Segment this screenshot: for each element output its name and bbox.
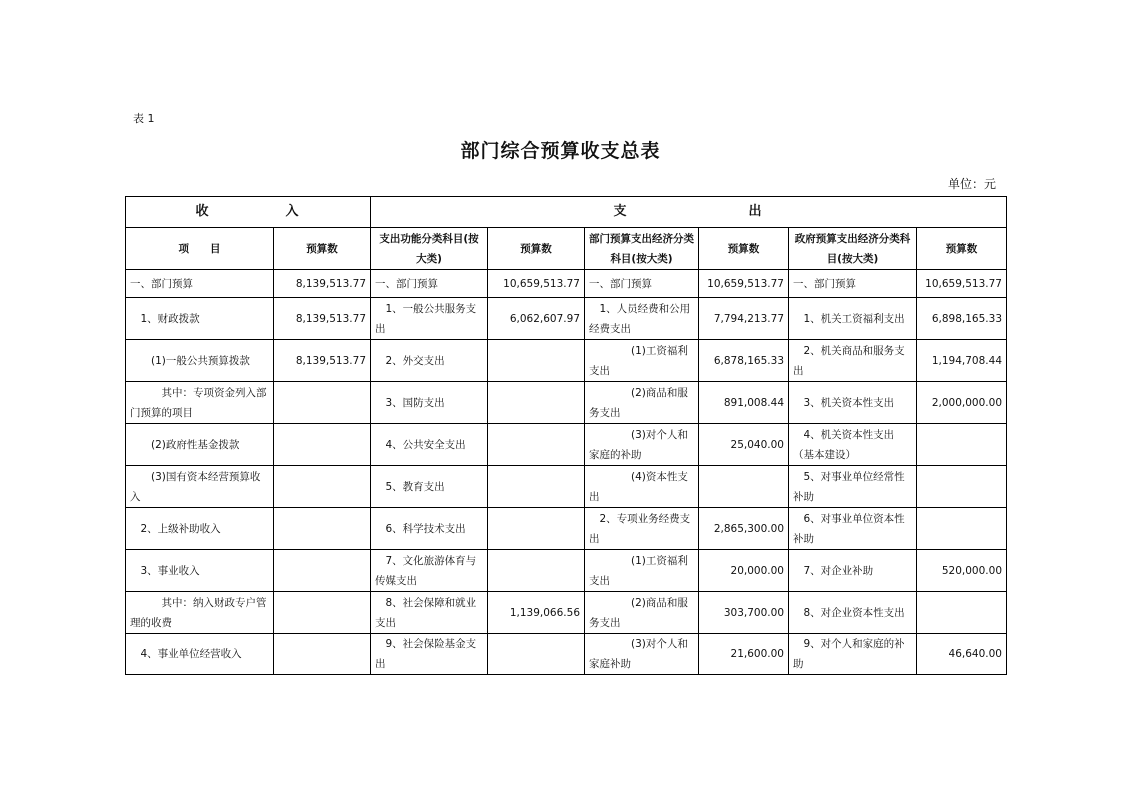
dept-econ-item-cell: (4)资本性支出 xyxy=(585,466,699,508)
table-row xyxy=(126,298,1007,340)
gov-econ-item-cell: 7、对企业补助 xyxy=(789,550,917,592)
table-row xyxy=(126,466,1007,508)
income-item-cell: 其中：纳入财政专户管理的收费 xyxy=(126,592,274,634)
income-amount-cell xyxy=(274,466,371,508)
func-class-item-cell: 6、科学技术支出 xyxy=(371,508,488,550)
income-item-cell: 一、部门预算 xyxy=(126,270,274,298)
income-section-header: 收 入 xyxy=(126,197,371,228)
gov-econ-amount-cell: 2,000,000.00 xyxy=(917,382,1007,424)
col-dept-econ-header: 部门预算支出经济分类科目(按大类) xyxy=(585,228,699,270)
dept-econ-item-cell: 一、部门预算 xyxy=(585,270,699,298)
income-amount-cell xyxy=(274,550,371,592)
func-class-amount-cell: 10,659,513.77 xyxy=(488,270,585,298)
dept-econ-amount-cell: 303,700.00 xyxy=(699,592,789,634)
gov-econ-item-cell: 2、机关商品和服务支出 xyxy=(789,340,917,382)
income-item-cell: 4、事业单位经营收入 xyxy=(126,634,274,675)
func-class-item-cell: 7、文化旅游体育与传媒支出 xyxy=(371,550,488,592)
income-item-cell: 1、财政拨款 xyxy=(126,298,274,340)
gov-econ-amount-cell: 10,659,513.77 xyxy=(917,270,1007,298)
gov-econ-amount-cell xyxy=(917,508,1007,550)
func-class-item-cell: 8、社会保障和就业支出 xyxy=(371,592,488,634)
column-header-row xyxy=(126,228,1007,270)
func-class-amount-cell: 1,139,066.56 xyxy=(488,592,585,634)
income-item-cell: (1)一般公共预算拨款 xyxy=(126,340,274,382)
table-row xyxy=(126,340,1007,382)
func-class-item-cell: 一、部门预算 xyxy=(371,270,488,298)
gov-econ-item-cell: 8、对企业资本性支出 xyxy=(789,592,917,634)
gov-econ-item-cell: 4、机关资本性支出（基本建设） xyxy=(789,424,917,466)
func-class-amount-cell xyxy=(488,340,585,382)
gov-econ-amount-cell xyxy=(917,466,1007,508)
table-row xyxy=(126,382,1007,424)
income-amount-cell xyxy=(274,592,371,634)
func-class-item-cell: 4、公共安全支出 xyxy=(371,424,488,466)
dept-econ-item-cell: (1)工资福利支出 xyxy=(585,550,699,592)
table-row xyxy=(126,508,1007,550)
dept-econ-item-cell: (2)商品和服务支出 xyxy=(585,592,699,634)
income-amount-cell xyxy=(274,382,371,424)
dept-econ-amount-cell: 10,659,513.77 xyxy=(699,270,789,298)
func-class-amount-cell xyxy=(488,508,585,550)
gov-econ-item-cell: 1、机关工资福利支出 xyxy=(789,298,917,340)
dept-econ-amount-cell: 2,865,300.00 xyxy=(699,508,789,550)
col-amount-header: 预算数 xyxy=(274,228,371,270)
func-class-amount-cell xyxy=(488,634,585,675)
gov-econ-amount-cell xyxy=(917,592,1007,634)
income-item-cell: 2、上级补助收入 xyxy=(126,508,274,550)
func-class-item-cell: 5、教育支出 xyxy=(371,466,488,508)
dept-econ-amount-cell: 7,794,213.77 xyxy=(699,298,789,340)
func-class-amount-cell xyxy=(488,550,585,592)
dept-econ-item-cell: (2)商品和服务支出 xyxy=(585,382,699,424)
income-amount-cell xyxy=(274,424,371,466)
table-row xyxy=(126,634,1007,675)
income-amount-cell: 8,139,513.77 xyxy=(274,340,371,382)
income-item-cell: (3)国有资本经营预算收入 xyxy=(126,466,274,508)
income-item-cell: 3、事业收入 xyxy=(126,550,274,592)
table-row xyxy=(126,550,1007,592)
income-amount-cell xyxy=(274,508,371,550)
table-row xyxy=(126,424,1007,466)
dept-econ-amount-cell: 6,878,165.33 xyxy=(699,340,789,382)
col-func-class-header: 支出功能分类科目(按大类) xyxy=(371,228,488,270)
table-row xyxy=(126,592,1007,634)
section-header-row xyxy=(126,197,1007,228)
gov-econ-item-cell: 6、对事业单位资本性补助 xyxy=(789,508,917,550)
col-amount-header: 预算数 xyxy=(699,228,789,270)
dept-econ-item-cell: (3)对个人和家庭的补助 xyxy=(585,424,699,466)
gov-econ-item-cell: 5、对事业单位经常性补助 xyxy=(789,466,917,508)
unit-label: 单位：元 xyxy=(948,177,997,191)
func-class-item-cell: 3、国防支出 xyxy=(371,382,488,424)
func-class-item-cell: 2、外交支出 xyxy=(371,340,488,382)
dept-econ-item-cell: 1、人员经费和公用经费支出 xyxy=(585,298,699,340)
func-class-item-cell: 1、一般公共服务支出 xyxy=(371,298,488,340)
dept-econ-amount-cell xyxy=(699,466,789,508)
dept-econ-item-cell: (3)对个人和家庭补助 xyxy=(585,634,699,675)
gov-econ-amount-cell: 1,194,708.44 xyxy=(917,340,1007,382)
gov-econ-item-cell: 一、部门预算 xyxy=(789,270,917,298)
income-amount-cell: 8,139,513.77 xyxy=(274,270,371,298)
gov-econ-amount-cell: 520,000.00 xyxy=(917,550,1007,592)
income-item-cell: 其中：专项资金列入部门预算的项目 xyxy=(126,382,274,424)
dept-econ-amount-cell: 25,040.00 xyxy=(699,424,789,466)
func-class-item-cell: 9、社会保险基金支出 xyxy=(371,634,488,675)
col-gov-econ-header: 政府预算支出经济分类科目(按大类) xyxy=(789,228,917,270)
col-amount-header: 预算数 xyxy=(488,228,585,270)
budget-table xyxy=(125,196,1007,675)
dept-econ-amount-cell: 21,600.00 xyxy=(699,634,789,675)
func-class-amount-cell: 6,062,607.97 xyxy=(488,298,585,340)
dept-econ-item-cell: 2、专项业务经费支出 xyxy=(585,508,699,550)
expense-section-header: 支 出 xyxy=(371,197,1007,228)
gov-econ-amount-cell xyxy=(917,424,1007,466)
gov-econ-item-cell: 9、对个人和家庭的补助 xyxy=(789,634,917,675)
dept-econ-amount-cell: 891,008.44 xyxy=(699,382,789,424)
func-class-amount-cell xyxy=(488,466,585,508)
col-amount-header: 预算数 xyxy=(917,228,1007,270)
func-class-amount-cell xyxy=(488,424,585,466)
page-title: 部门综合预算收支总表 xyxy=(460,140,661,162)
table-row xyxy=(126,270,1007,298)
dept-econ-amount-cell: 20,000.00 xyxy=(699,550,789,592)
gov-econ-item-cell: 3、机关资本性支出 xyxy=(789,382,917,424)
income-amount-cell: 8,139,513.77 xyxy=(274,298,371,340)
income-amount-cell xyxy=(274,634,371,675)
col-item-header: 项 目 xyxy=(126,228,274,270)
table-number: 表 1 xyxy=(133,112,155,125)
dept-econ-item-cell: (1)工资福利支出 xyxy=(585,340,699,382)
income-item-cell: (2)政府性基金拨款 xyxy=(126,424,274,466)
gov-econ-amount-cell: 6,898,165.33 xyxy=(917,298,1007,340)
func-class-amount-cell xyxy=(488,382,585,424)
gov-econ-amount-cell: 46,640.00 xyxy=(917,634,1007,675)
